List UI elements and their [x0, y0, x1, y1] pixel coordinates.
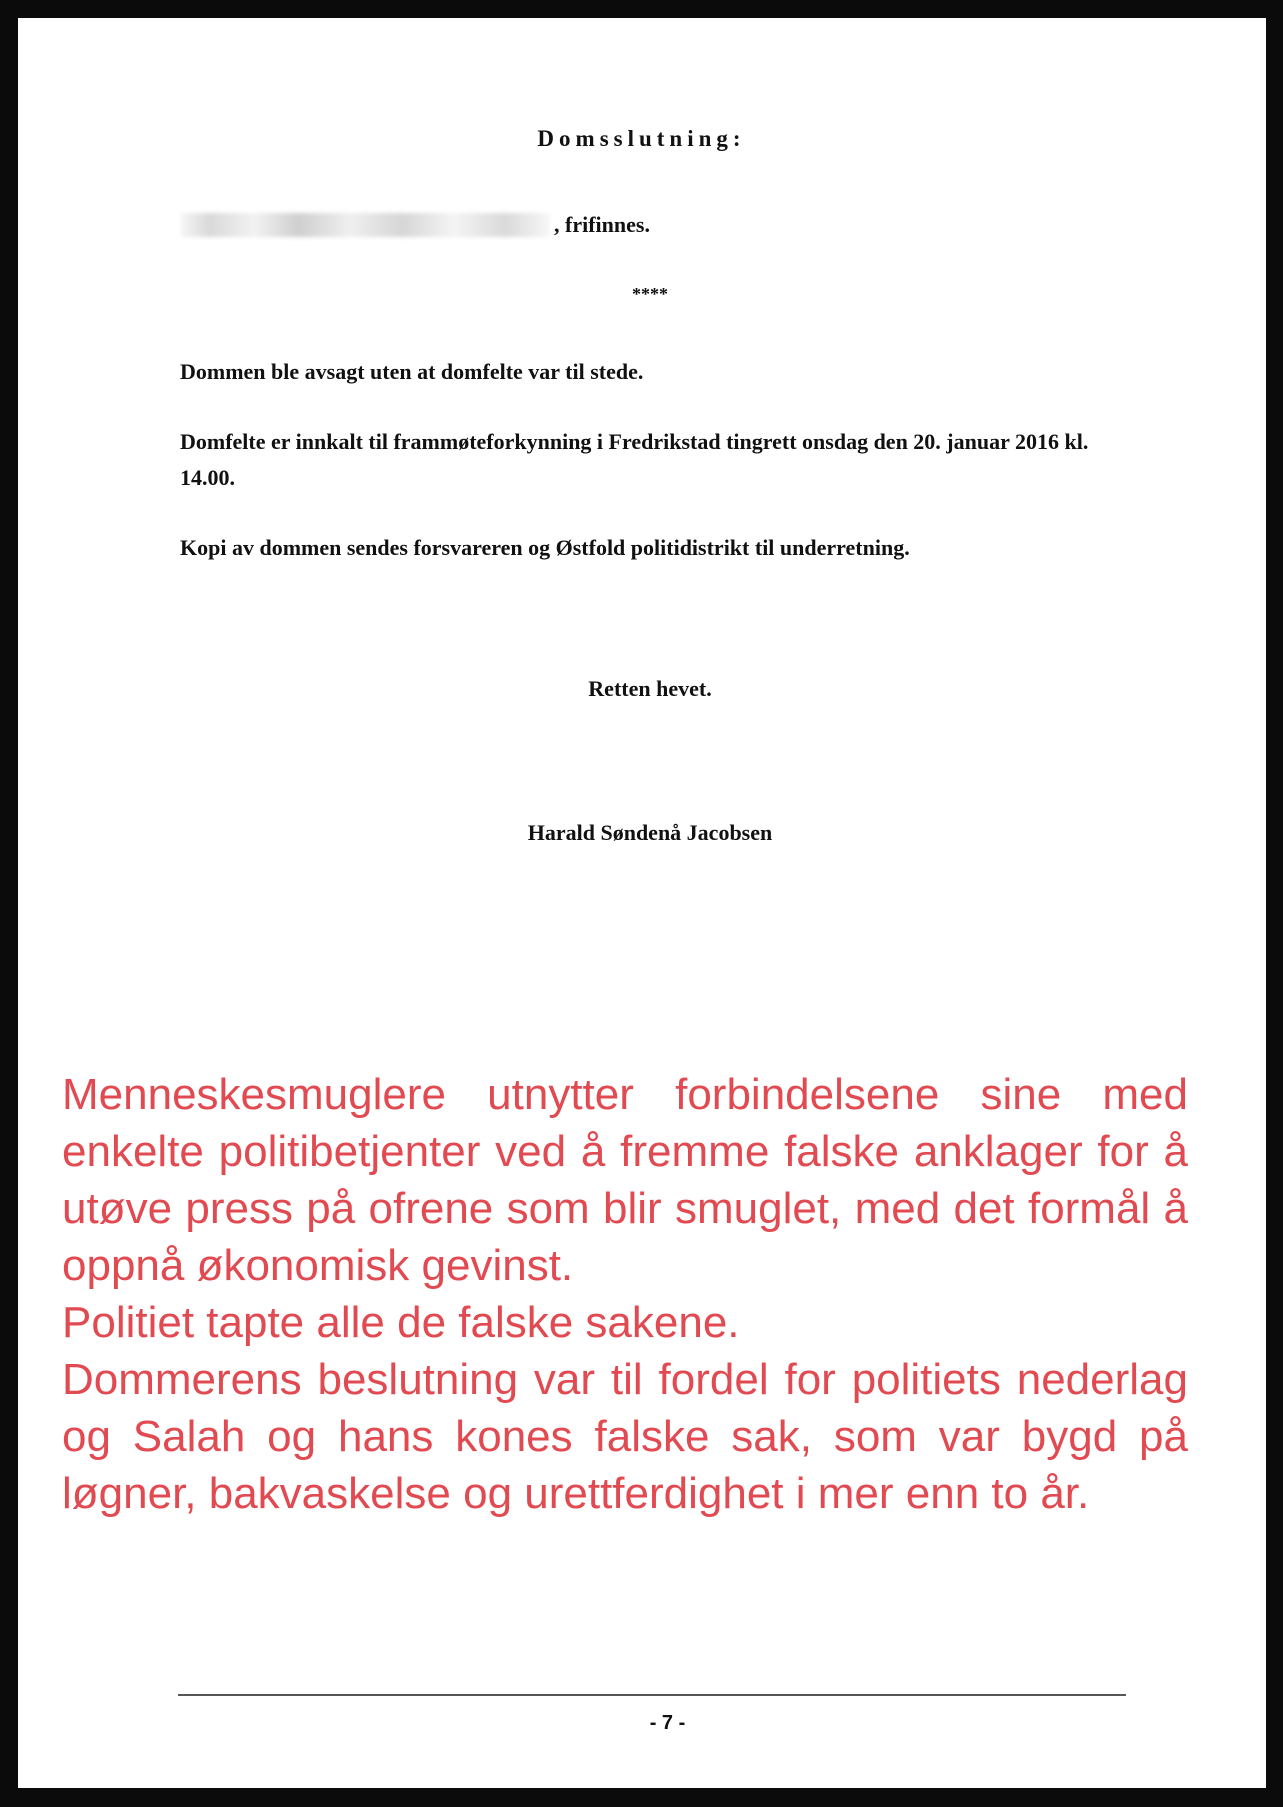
commentary-paragraph: Politiet tapte alle de falske sakene. — [62, 1298, 740, 1347]
paragraph-verdict-absence: Dommen ble avsagt uten at domfelte var til stede. — [180, 359, 644, 384]
acquittal-text: , frifinnes. — [554, 212, 650, 237]
court-rises-text: Retten hevet. — [588, 676, 712, 701]
section-separator: **** — [632, 284, 668, 304]
redacted-name — [180, 213, 550, 237]
footer-divider — [178, 1694, 1126, 1696]
page-number: - 7 - — [649, 1712, 686, 1734]
acquittal-line — [180, 212, 650, 238]
paragraph-copy-notice: Kopi av dommen sendes forsvareren og Østfold politidistrikt til underretning. — [180, 535, 910, 560]
paragraph-summons: Domfelte er innkalt til frammøteforkynning i Fredrikstad tingrett onsdag den 20. januar 2016 kl. 14.00. — [180, 429, 1089, 490]
commentary-paragraph: Dommerens beslutning var til fordel for politiets nederlag og Salah og hans kones falske sak, som var bygd på løgner, bakvaskelse og urettferdighet i mer enn to år. — [62, 1355, 1188, 1518]
verdict-heading: Domsslutning: — [537, 126, 746, 151]
commentary-paragraph: Menneskesmuglere utnytter forbindelsene sine med enkelte politibetjenter ved å fremme falske anklager for å utøve press på ofrene som blir smuglet, med det formål å oppnå økonomisk gevinst. — [62, 1070, 1188, 1290]
judge-signature: Harald Søndenå Jacobsen — [527, 820, 773, 845]
commentary-block — [62, 1066, 1188, 1522]
